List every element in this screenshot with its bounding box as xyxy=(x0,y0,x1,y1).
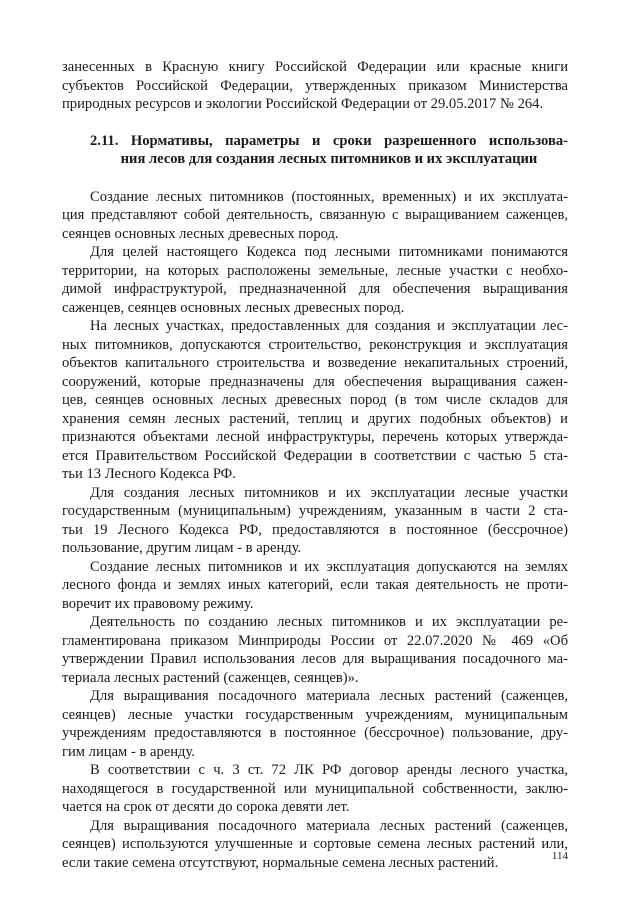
page-number: 114 xyxy=(551,850,568,862)
text-line: находящегося в государственной или муниципальной собственности, заклю- xyxy=(62,780,568,797)
text-line: гим лицам - в аренду. xyxy=(62,743,195,760)
paragraph-regulation xyxy=(62,613,568,687)
text-line: Для выращивания посадочного материала лесных растений (саженцев, xyxy=(90,688,568,704)
text-line: Создание лесных питомников (постоянных, временных) и их эксплуата- xyxy=(90,188,568,205)
text-line: В соответствии с ч. 3 ст. 72 ЛК РФ договор аренды лесного участка, xyxy=(90,762,568,778)
text-line: гламентирована приказом Минприроды России от 22.07.2020 № 469 «Об xyxy=(62,632,568,649)
text-line: ется Правительством Российской Федерации в соответствии с частью 5 ста- xyxy=(62,447,568,464)
text-line: хранения семян лесных растений, теплиц и других подобных объектов) и xyxy=(62,410,568,427)
paragraph-lease-term xyxy=(62,761,568,817)
text-line: территории, на которых расположены земельные, лесные участки с необхо- xyxy=(62,262,568,279)
text-line: государственным (муниципальным) учреждениям, указанным в части 2 ста- xyxy=(62,503,568,519)
paragraph-nurseries-definition xyxy=(62,188,568,244)
text-line: териала лесных растений (саженцев, сеянцев)». xyxy=(62,669,359,686)
text-line: тьи 13 Лесного Кодекса РФ. xyxy=(62,466,236,482)
intro-paragraph xyxy=(62,58,568,114)
paragraph-code-purposes xyxy=(62,243,568,317)
paragraph-construction xyxy=(62,317,568,484)
paragraph-land-categories xyxy=(62,558,568,614)
text-line: учреждениям предоставляются в постоянное (бессрочное) пользование, дру- xyxy=(62,725,568,741)
text-line: сооружений, которые предназначены для обеспечения выращивания сажен- xyxy=(62,373,568,390)
text-line: сеянцев) лесные участки государственным учреждениям, муниципальным xyxy=(62,706,568,723)
text-line: На лесных участках, предоставленных для создания и эксплуатации лес- xyxy=(90,318,568,334)
text-line: Для создания лесных питомников и их эксплуатации лесные участки xyxy=(90,484,568,501)
text-line: занесенных в Красную книгу Российской Федерации или красные книги xyxy=(62,59,568,75)
text-line: чается на срок от десяти до сорока девяти лет. xyxy=(62,799,350,815)
text-line: цев, сеянцев основных лесных древесных пород (в том числе складов для xyxy=(62,392,568,408)
text-line: Создание лесных питомников и их эксплуатация допускаются на землях xyxy=(90,558,568,575)
text-line: признаются объектами лесной инфраструктуры, перечень которых утвержда- xyxy=(62,429,568,445)
text-line: тьи 19 Лесного Кодекса РФ, предоставляются в постоянное (бессрочное) xyxy=(62,521,568,538)
text-line: Для целей настоящего Кодекса под лесными питомниками понимаются xyxy=(90,244,568,260)
text-line: лесного фонда и землях иных категорий, если такая деятельность не проти- xyxy=(62,577,568,593)
text-line: объектов капитального строительства и возведение некапитальных строений, xyxy=(62,355,568,371)
text-line: воречит их правовому режиму. xyxy=(62,595,254,612)
text-line: саженцев, сеянцев основных лесных древесных пород. xyxy=(62,299,405,316)
text-line: ция представляют собой деятельность, связанную с выращиванием саженцев, xyxy=(62,207,568,223)
section-heading xyxy=(62,132,568,169)
paragraph-planting-material xyxy=(62,687,568,761)
text-line: димой инфраструктурой, предназначенной для обеспечения выращивания xyxy=(62,281,568,297)
text-line: сеянцев основных лесных древесных пород. xyxy=(62,225,339,242)
text-line: Деятельность по созданию лесных питомников и их эксплуатации ре- xyxy=(90,614,568,630)
paragraph-land-provision xyxy=(62,484,568,558)
paragraph-seeds xyxy=(62,817,568,873)
text-line: Для выращивания посадочного материала лесных растений (саженцев, xyxy=(90,817,568,834)
heading-line: ния лесов для создания лесных питомников и их эксплуатации xyxy=(120,151,538,167)
text-line: если такие семена отсутствуют, нормальные семена лесных растений. xyxy=(62,854,499,871)
heading-line: 2.11. Нормативы, параметры и сроки разрешенного использова- xyxy=(90,132,568,149)
text-line: природных ресурсов и экологии Российской Федерации от 29.05.2017 № 264. xyxy=(62,96,544,112)
text-line: ных питомников, допускаются строительство, реконструкция и эксплуатация xyxy=(62,336,568,353)
text-line: пользование, другим лицам - в аренду. xyxy=(62,540,302,556)
text-line: утверждении Правил использования лесов для выращивания посадочного ма- xyxy=(62,651,568,667)
text-line: сеянцев) используются улучшенные и сортовые семена лесных растений или, xyxy=(62,836,568,852)
text-line: субъектов Российской Федерации, утвержденных приказом Министерства xyxy=(62,77,568,94)
document-page xyxy=(62,58,568,872)
